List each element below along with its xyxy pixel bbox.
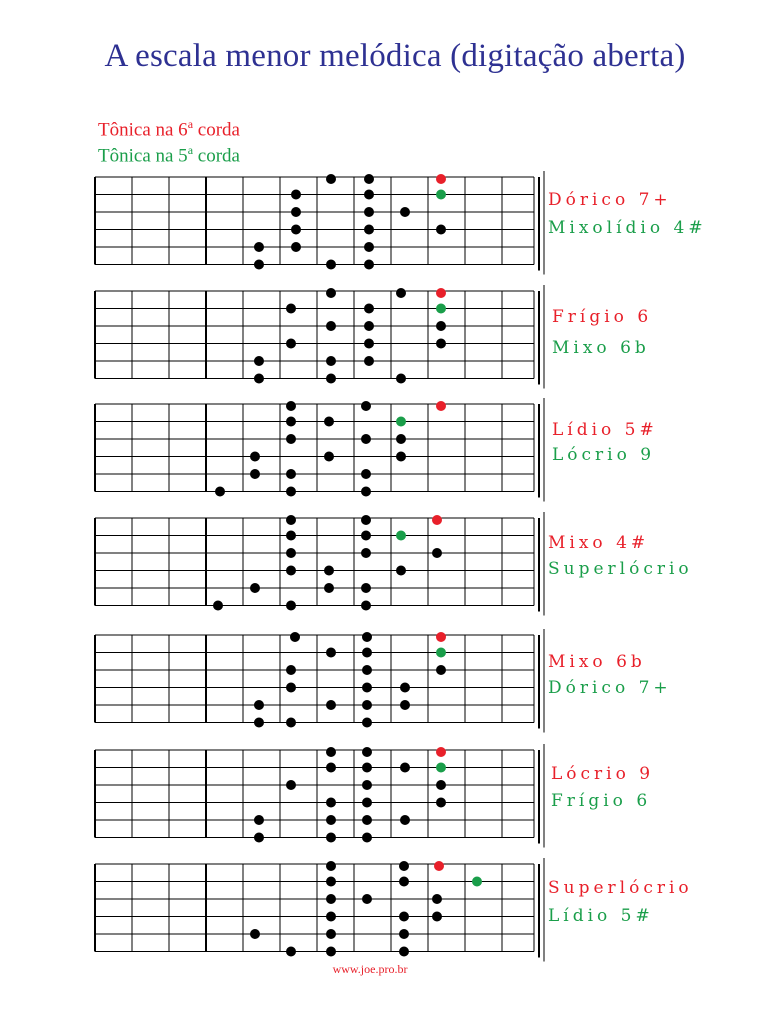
diagram-2-note-dot	[396, 288, 406, 298]
diagram-3-note-dot	[286, 487, 296, 497]
diagram-2-note-dot	[326, 288, 336, 298]
diagram-5-note-dot	[286, 683, 296, 693]
diagram-2-note-dot	[364, 304, 374, 314]
diagram-5-note-dot	[254, 718, 264, 728]
diagram-6-note-dot	[326, 798, 336, 808]
diagram-3-note-dot	[361, 469, 371, 479]
diagram-5-note-dot	[362, 700, 372, 710]
diagram-1-note-dot	[364, 190, 374, 200]
diagram-6-note-dot	[326, 747, 336, 757]
diagram-1-note-dot	[254, 260, 264, 270]
diagram-1-note-dot	[291, 242, 301, 252]
diagram-3-note-dot	[396, 452, 406, 462]
diagram-2-note-dot	[436, 304, 446, 314]
diagram-7-note-dot	[326, 912, 336, 922]
diagram-7-label-bottom: Lídio 5#	[548, 906, 654, 926]
diagram-1-label-top: Dórico 7+	[548, 190, 672, 210]
diagram-4-note-dot	[396, 566, 406, 576]
diagram-6-note-dot	[436, 747, 446, 757]
diagram-4-note-dot	[361, 515, 371, 525]
page-title: A escala menor melódica (digitação aberta)	[104, 38, 686, 74]
diagram-6-note-dot	[326, 815, 336, 825]
diagram-3-note-dot	[396, 417, 406, 427]
diagram-4-note-dot	[324, 583, 334, 593]
diagram-2-note-dot	[364, 321, 374, 331]
diagram-5-note-dot	[326, 648, 336, 658]
diagram-2-note-dot	[254, 356, 264, 366]
diagram-3-note-dot	[324, 417, 334, 427]
diagram-4-label-top: Mixo 4#	[548, 533, 650, 553]
diagram-4-label-bottom: Superlócrio	[548, 559, 693, 579]
diagram-6-note-dot	[362, 815, 372, 825]
diagram-5-note-dot	[436, 632, 446, 642]
diagram-6-note-dot	[400, 763, 410, 773]
diagram-1-note-dot	[400, 207, 410, 217]
diagram-3-note-dot	[436, 401, 446, 411]
legend-sixth-text: Tônica na 6	[98, 119, 188, 141]
diagram-4-note-dot	[432, 515, 442, 525]
diagram-2-note-dot	[326, 374, 336, 384]
diagram-6-label-top: Lócrio 9	[551, 764, 655, 784]
diagram-6-note-dot	[362, 763, 372, 773]
diagram-7-note-dot	[250, 929, 260, 939]
diagram-5-note-dot	[326, 700, 336, 710]
diagram-1-note-dot	[291, 225, 301, 235]
diagram-1-note-dot	[254, 242, 264, 252]
legend-sixth-sup: a	[187, 117, 194, 131]
diagram-7-note-dot	[432, 912, 442, 922]
diagram-6-note-dot	[362, 780, 372, 790]
diagram-6-note-dot	[286, 780, 296, 790]
diagram-2-label-top: Frígio 6	[552, 307, 653, 327]
diagram-3-note-dot	[250, 452, 260, 462]
diagram-1-note-dot	[291, 207, 301, 217]
diagram-7-note-dot	[399, 947, 409, 957]
diagram-6-note-dot	[254, 815, 264, 825]
diagram-7-note-dot	[286, 947, 296, 957]
diagram-1-note-dot	[364, 242, 374, 252]
diagram-7-note-dot	[326, 929, 336, 939]
diagram-7-note-dot	[399, 861, 409, 871]
diagram-2-note-dot	[326, 356, 336, 366]
diagram-2-note-dot	[286, 304, 296, 314]
diagram-1-note-dot	[436, 225, 446, 235]
diagram-1-note-dot	[364, 225, 374, 235]
diagram-7-note-dot	[399, 912, 409, 922]
diagram-7-note-dot	[432, 894, 442, 904]
diagram-6-note-dot	[362, 747, 372, 757]
diagram-1-note-dot	[364, 207, 374, 217]
diagram-7-note-dot	[326, 877, 336, 887]
diagram-7-note-dot	[326, 861, 336, 871]
diagram-6-note-dot	[436, 763, 446, 773]
diagram-4-note-dot	[396, 531, 406, 541]
diagram-4-note-dot	[361, 531, 371, 541]
diagram-6-note-dot	[254, 833, 264, 843]
legend-sixth-suffix: corda	[193, 119, 240, 141]
diagram-5-note-dot	[290, 632, 300, 642]
diagram-2-note-dot	[436, 339, 446, 349]
diagram-3-note-dot	[286, 417, 296, 427]
diagram-5-note-dot	[286, 718, 296, 728]
legend-fifth-suffix: corda	[193, 145, 240, 167]
diagram-1-label-bottom: Mixolídio 4#	[548, 218, 707, 238]
diagram-7-note-dot	[399, 877, 409, 887]
diagram-1-note-dot	[326, 174, 336, 184]
diagram-3-label-bottom: Lócrio 9	[552, 445, 656, 465]
diagram-1-note-dot	[436, 174, 446, 184]
diagram-5-note-dot	[362, 665, 372, 675]
diagram-1-note-dot	[291, 190, 301, 200]
diagram-7-note-dot	[326, 947, 336, 957]
diagram-3-note-dot	[250, 469, 260, 479]
diagram-5-note-dot	[254, 700, 264, 710]
diagram-7-note-dot	[399, 929, 409, 939]
diagram-5-note-dot	[362, 718, 372, 728]
diagram-3-note-dot	[324, 452, 334, 462]
diagram-6-note-dot	[436, 780, 446, 790]
diagram-4-note-dot	[213, 601, 223, 611]
diagram-6-note-dot	[400, 815, 410, 825]
diagram-5-note-dot	[400, 700, 410, 710]
diagram-3-note-dot	[361, 401, 371, 411]
diagram-2-note-dot	[364, 356, 374, 366]
diagram-1-note-dot	[326, 260, 336, 270]
legend-fifth-sup: a	[187, 143, 194, 157]
diagram-6-label-bottom: Frígio 6	[551, 791, 652, 811]
diagram-5-note-dot	[362, 648, 372, 658]
diagram-5-note-dot	[362, 632, 372, 642]
diagram-2-note-dot	[436, 288, 446, 298]
diagram-4-note-dot	[361, 601, 371, 611]
diagram-2-label-bottom: Mixo 6b	[552, 338, 650, 358]
diagram-7-note-dot	[472, 877, 482, 887]
diagram-7-note-dot	[326, 894, 336, 904]
diagram-6-note-dot	[436, 798, 446, 808]
diagram-5-note-dot	[286, 665, 296, 675]
diagram-1-note-dot	[436, 190, 446, 200]
diagram-2-note-dot	[396, 374, 406, 384]
diagram-6-note-dot	[326, 833, 336, 843]
diagram-2-note-dot	[364, 339, 374, 349]
diagram-3-note-dot	[286, 434, 296, 444]
diagram-3-note-dot	[361, 487, 371, 497]
diagram-2-note-dot	[326, 321, 336, 331]
diagram-7-label-top: Superlócrio	[548, 878, 693, 898]
diagram-1-note-dot	[364, 260, 374, 270]
diagram-3-label-top: Lídio 5#	[552, 420, 658, 440]
diagram-5-note-dot	[400, 683, 410, 693]
diagram-4-note-dot	[286, 515, 296, 525]
diagram-4-note-dot	[286, 566, 296, 576]
footer-url: www.joe.pro.br	[332, 962, 408, 976]
diagram-5-note-dot	[362, 683, 372, 693]
diagram-4-note-dot	[286, 548, 296, 558]
diagram-4-note-dot	[286, 531, 296, 541]
diagram-2-note-dot	[436, 321, 446, 331]
diagram-4-note-dot	[361, 583, 371, 593]
diagram-2-note-dot	[254, 374, 264, 384]
diagram-3-note-dot	[361, 434, 371, 444]
diagram-6-note-dot	[362, 798, 372, 808]
diagram-5-label-bottom: Dórico 7+	[548, 678, 672, 698]
diagram-3-note-dot	[396, 434, 406, 444]
diagram-3-note-dot	[286, 401, 296, 411]
diagram-5-note-dot	[436, 665, 446, 675]
diagram-5-note-dot	[436, 648, 446, 658]
diagram-4-note-dot	[361, 548, 371, 558]
diagram-7-note-dot	[434, 861, 444, 871]
diagram-4-note-dot	[324, 566, 334, 576]
diagram-1-note-dot	[364, 174, 374, 184]
diagram-5-label-top: Mixo 6b	[548, 652, 646, 672]
diagram-4-note-dot	[286, 601, 296, 611]
diagram-7-note-dot	[362, 894, 372, 904]
legend-fifth-text: Tônica na 5	[98, 145, 188, 167]
diagram-3-note-dot	[215, 487, 225, 497]
diagram-2-note-dot	[286, 339, 296, 349]
diagram-6-note-dot	[326, 763, 336, 773]
diagram-3-note-dot	[286, 469, 296, 479]
diagram-6-note-dot	[362, 833, 372, 843]
diagram-4-note-dot	[250, 583, 260, 593]
diagram-4-note-dot	[432, 548, 442, 558]
